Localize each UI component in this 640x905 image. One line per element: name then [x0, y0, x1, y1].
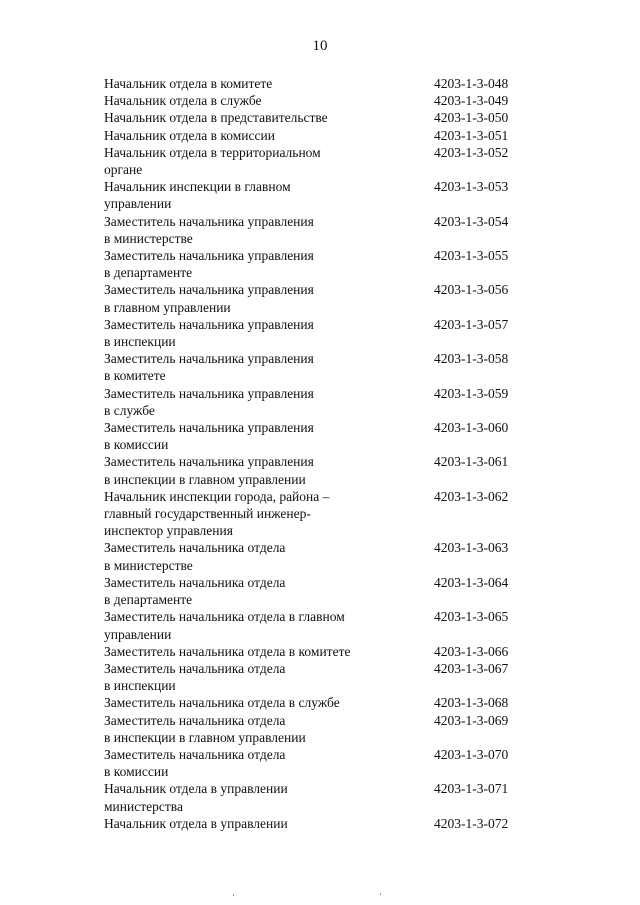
scan-speck: [233, 894, 234, 896]
list-item: [104, 643, 534, 660]
position-code: 4203-1-3-056: [434, 282, 509, 298]
position-code: 4203-1-3-051: [434, 127, 509, 143]
list-item: [104, 660, 534, 694]
position-title: Заместитель начальника управления в инспекции в главном управлении: [104, 454, 314, 487]
position-title: Начальник инспекции в главном управлении: [104, 179, 291, 212]
position-code: 4203-1-3-048: [434, 76, 509, 91]
position-title: Заместитель начальника управления в комиссии: [104, 420, 314, 453]
position-title: Начальник отдела в представительстве: [104, 110, 328, 126]
list-item: [104, 178, 534, 212]
position-title: Начальник отдела в комитете: [104, 76, 273, 91]
position-code: 4203-1-3-066: [434, 643, 509, 659]
position-code: 4203-1-3-050: [434, 110, 509, 126]
position-code: 4203-1-3-071: [434, 781, 509, 797]
position-title: Заместитель начальника отдела в инспекции в главном управлении: [104, 712, 306, 745]
position-title: Заместитель начальника управления в главном управлении: [104, 282, 314, 315]
position-code: 4203-1-3-058: [434, 351, 509, 367]
list-item: [104, 712, 534, 746]
list-item: [104, 539, 534, 573]
position-title: Заместитель начальника управления в инспекции: [104, 316, 314, 350]
position-title: Заместитель начальника отдела в службе: [104, 695, 340, 711]
list-item: [104, 419, 534, 453]
position-code: 4203-1-3-059: [434, 385, 509, 401]
list-item: [104, 144, 534, 178]
list-item: [104, 780, 534, 814]
list-item: [104, 127, 534, 144]
position-code: 4203-1-3-064: [434, 574, 509, 590]
position-code: 4203-1-3-057: [434, 316, 509, 332]
list-item: [104, 574, 534, 608]
position-title: Заместитель начальника управления в министерстве: [104, 213, 314, 246]
position-title: Заместитель начальника отдела в комитете: [104, 643, 351, 659]
list-item: [104, 488, 534, 540]
position-title: Заместитель начальника отдела в министерстве: [104, 540, 286, 573]
position-code: 4203-1-3-052: [434, 144, 509, 160]
position-title: Заместитель начальника отдела в департаменте: [104, 574, 286, 608]
position-code: 4203-1-3-068: [434, 695, 509, 711]
list-item: [104, 815, 534, 832]
list-item: [104, 453, 534, 487]
position-title: Начальник инспекции города, района – главный государственный инженер- инспектор управления: [104, 488, 330, 539]
list-item: [104, 385, 534, 419]
position-title: Начальник отдела в управлении министерства: [104, 781, 288, 814]
position-code: 4203-1-3-062: [434, 488, 509, 504]
list-item: [104, 281, 534, 315]
position-title: Заместитель начальника отдела в комиссии: [104, 746, 286, 780]
list-item: [104, 109, 534, 126]
position-title: Начальник отдела в управлении: [104, 815, 288, 831]
position-code: 4203-1-3-063: [434, 540, 509, 556]
position-code: 4203-1-3-069: [434, 712, 509, 728]
position-title: Начальник отдела в территориальном органе: [104, 144, 321, 178]
position-title: Заместитель начальника управления в комитете: [104, 351, 314, 384]
position-title: Начальник отдела в службе: [104, 93, 262, 109]
position-title: Заместитель начальника отдела в главном управлении: [104, 609, 345, 642]
position-code: 4203-1-3-070: [434, 746, 509, 762]
position-code: 4203-1-3-055: [434, 248, 509, 264]
position-title: Заместитель начальника управления в департаменте: [104, 248, 314, 281]
scan-speck: [380, 893, 381, 895]
list-item: [104, 316, 534, 350]
position-code: 4203-1-3-054: [434, 213, 509, 229]
position-title: Заместитель начальника управления в службе: [104, 385, 314, 418]
position-title: Начальник отдела в комиссии: [104, 127, 275, 143]
position-code: 4203-1-3-072: [434, 815, 509, 831]
list-item: [104, 213, 534, 247]
position-code: 4203-1-3-049: [434, 93, 509, 109]
list-item: [104, 92, 534, 109]
list-item: [104, 75, 534, 92]
position-code: 4203-1-3-060: [434, 420, 509, 436]
list-item: [104, 746, 534, 780]
page-number: 10: [312, 38, 328, 54]
list-item: [104, 694, 534, 711]
position-code: 4203-1-3-053: [434, 179, 509, 195]
list-item: [104, 608, 534, 642]
position-list: [104, 75, 534, 832]
position-code: 4203-1-3-061: [434, 454, 509, 470]
position-code: 4203-1-3-065: [434, 609, 509, 625]
list-item: [104, 247, 534, 281]
list-item: [104, 350, 534, 384]
position-code: 4203-1-3-067: [434, 660, 509, 676]
position-title: Заместитель начальника отдела в инспекции: [104, 660, 286, 694]
